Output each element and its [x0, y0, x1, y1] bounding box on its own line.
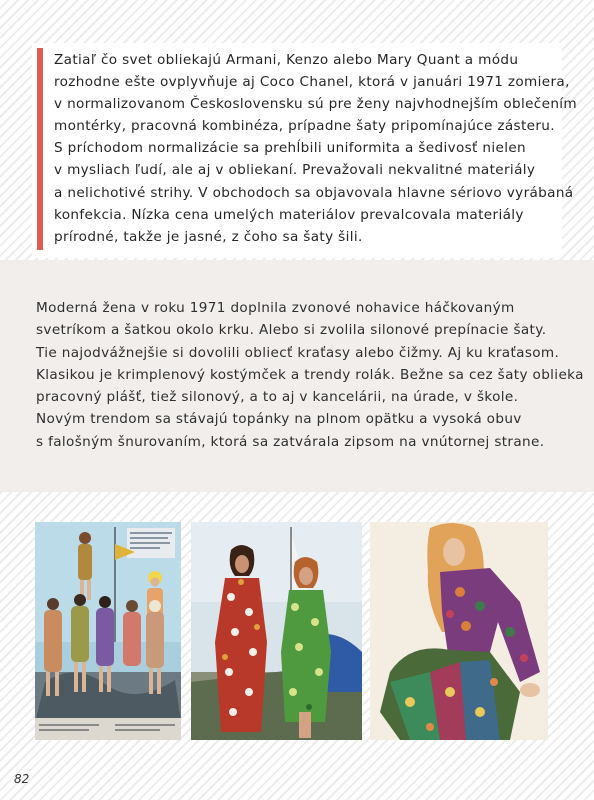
quote-line: S príchodom normalizácie sa prehĺbili uniformita a šedivosť nielen [54, 140, 527, 157]
body-line: s falošným šnurovaním, ktorá sa zatvárala zipsom na vnútornej strane. [36, 433, 545, 450]
body-line: Novým trendom sa stávajú topánky na plnom opätku a vysoká obuv [36, 411, 522, 428]
body-paragraph [36, 297, 584, 453]
quote-line: v normalizovanom Československu sú pre ženy najvhodnejším oblečením [54, 96, 578, 113]
quote-card [32, 43, 578, 258]
quote-line: a nelichotivé strihy. V obchodoch sa objavovala hlavne sériovo vyrábaná [54, 184, 574, 201]
body-line: pracovný plášť, tiež silonový, a to aj v kancelárii, na úrade, v škole. [36, 389, 519, 406]
body-line: Moderná žena v roku 1971 doplnila zvonové nohavice háčkovaným [36, 300, 515, 316]
quote-line: konfekcia. Nízka cena umelých materiálov prevalcovala materiály [54, 206, 524, 223]
body-line: Klasikou je krimplenový kostýmček a trendy rolák. Bežne sa cez šaty oblieka [36, 366, 584, 383]
body-text-band [0, 260, 594, 492]
quote-line: prírodné, takže je jasné, z čoho sa šaty šili. [54, 228, 363, 245]
body-line: svetríkom a šatkou okolo krku. Alebo si zvolila silonové prepínacie šaty. [36, 322, 547, 339]
page-number: 82 [14, 772, 30, 786]
body-line: Tie najodvážnejšie si dovolili obliecť kraťasy alebo čižmy. Aj ku kraťasom. [36, 344, 560, 361]
quote-accent-bar [37, 48, 43, 250]
quote-text [54, 49, 578, 248]
quote-line: rozhodne ešte ovplyvňuje aj Coco Chanel, ktorá v januári 1971 zomiera, [54, 74, 570, 91]
photo-floral-dresses [191, 522, 362, 740]
quote-line: Zatiaľ čo svet obliekajú Armani, Kenzo alebo Mary Quant a módu [54, 52, 519, 68]
quote-line: v mysliach ľudí, ale aj v obliekaní. Prevažovali nekvalitné materiály [54, 162, 536, 179]
photo-patterned-pantsuit [370, 522, 548, 740]
quote-line: montérky, pracovná kombinéza, prípadne šaty pripomínajúce zásteru. [54, 118, 555, 135]
photo-catalog-women [35, 522, 181, 740]
